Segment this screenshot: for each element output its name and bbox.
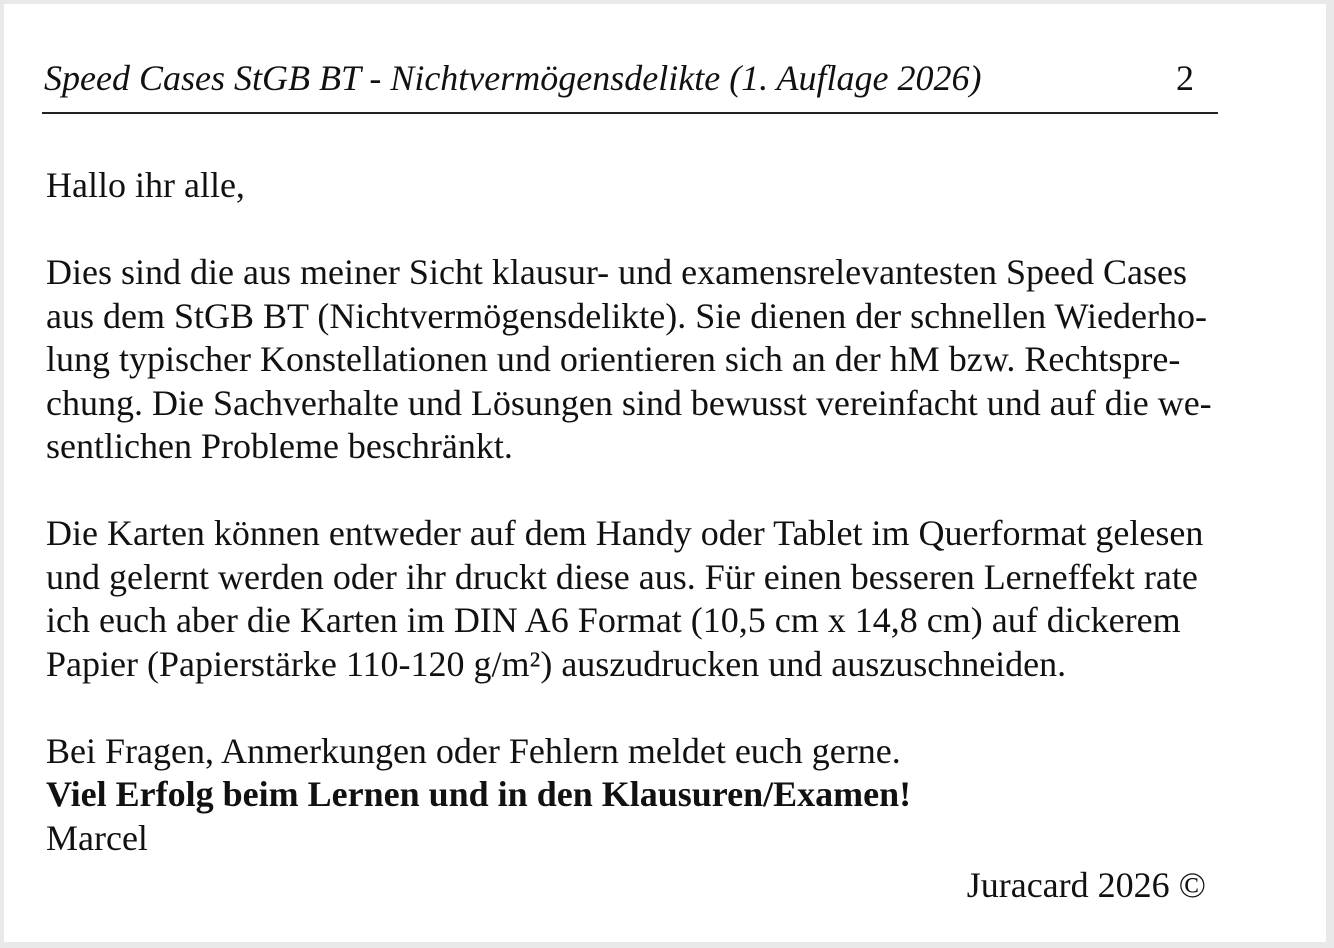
paragraph-1-line: aus dem StGB BT (Nichtvermögensdelikte). Sie dienen der schnellen Wiederho- (46, 295, 1207, 336)
paragraph-2-line: und gelernt werden oder ihr druckt diese aus. Für einen besseren Lerneffekt rate (46, 556, 1198, 597)
greeting: Hallo ihr alle, (46, 165, 245, 205)
paragraph-gap (46, 686, 1274, 730)
paragraph-1-line: Dies sind die aus meiner Sicht klausur- und examensrelevantesten Speed Cases (46, 252, 1187, 292)
paragraph-1-line: chung. Die Sachverhalte und Lösungen sind bewusst vereinfacht und auf die we- (46, 382, 1212, 423)
paragraph-1-line: lung typischer Konstellationen und orientieren sich an der hM bzw. Rechtspre- (46, 339, 1181, 379)
page-header (42, 54, 1218, 114)
page-number: 2 (1176, 58, 1194, 98)
header-title: Speed Cases StGB BT - Nichtvermögensdelikte (1. Auflage 2026) (44, 58, 982, 98)
signature: Marcel (46, 817, 148, 858)
document-page (4, 4, 1326, 942)
bold-closing-line: Viel Erfolg beim Lernen und in den Klausuren/Examen! (46, 774, 912, 814)
questions-line: Bei Fragen, Anmerkungen oder Fehlern meldet euch gerne. (46, 730, 901, 771)
paragraph-gap (46, 469, 1274, 513)
paragraph-2-line: ich euch aber die Karten im DIN A6 Format (10,5 cm x 14,8 cm) auf dickerem (46, 600, 1181, 640)
paragraph-1-line: sentlichen Probleme beschränkt. (46, 426, 513, 466)
paragraph-gap (46, 208, 1274, 252)
copyright-footer: Juracard 2026 © (966, 865, 1206, 905)
body-text (46, 164, 1274, 860)
paragraph-2-line: Die Karten können entweder auf dem Handy oder Tablet im Querformat gelesen (46, 513, 1204, 553)
paragraph-2-line: Papier (Papierstärke 110-120 g/m²) auszudrucken und auszuschneiden. (46, 643, 1067, 684)
